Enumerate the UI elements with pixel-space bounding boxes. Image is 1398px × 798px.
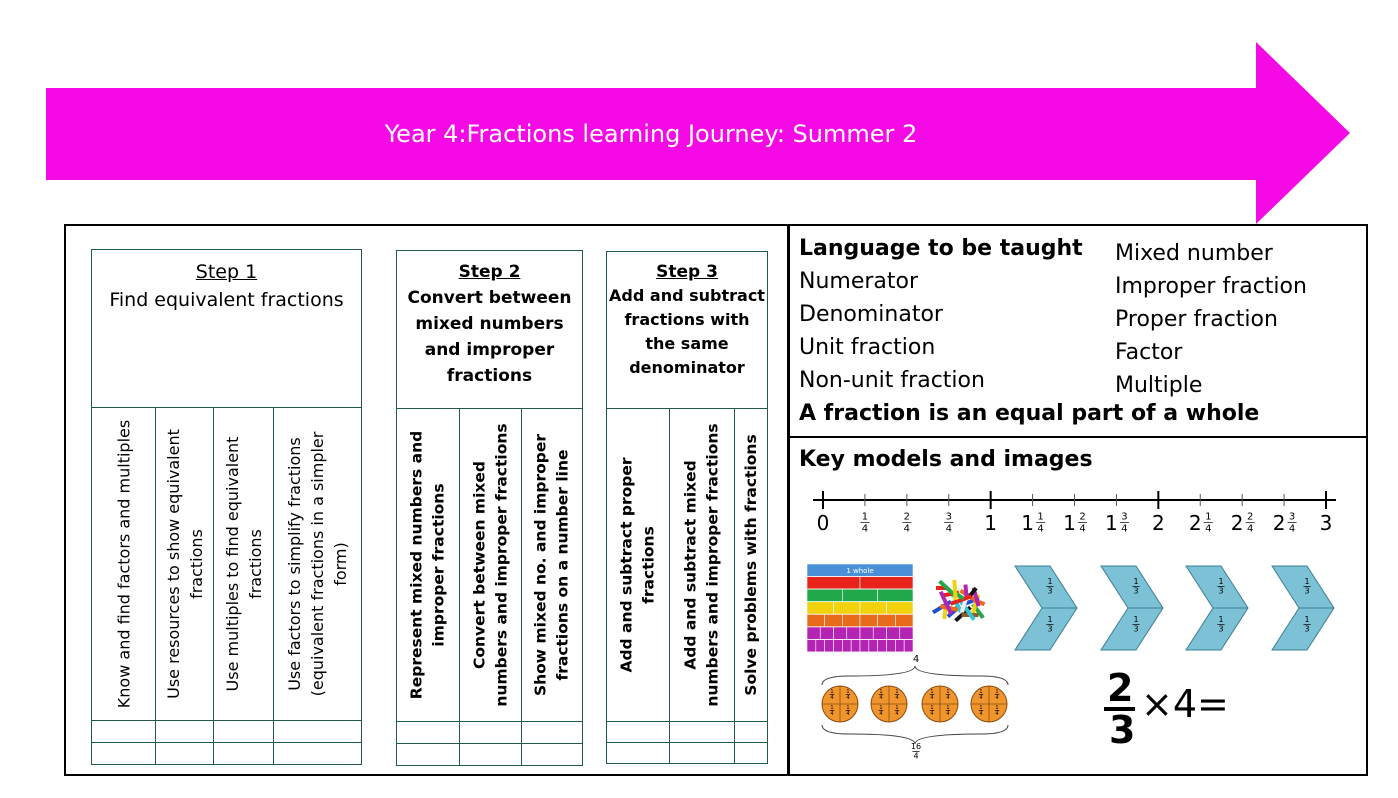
- cuisenaire-rods-image: [932, 580, 985, 622]
- models-heading: Key models and images: [799, 447, 1093, 472]
- fraction-wall-block: [887, 627, 900, 639]
- number-line-label: [860, 512, 869, 535]
- fraction-denominator: 4: [979, 710, 983, 717]
- step2-subtitle: Convert between mixed numbers and improper fractions: [407, 288, 572, 386]
- fraction-numerator: 1: [946, 704, 950, 711]
- step2-item: Convert between mixed numbers and improper fractions: [470, 422, 511, 707]
- language-term: Denominator: [799, 302, 943, 327]
- language-heading: Language to be taught: [799, 236, 1083, 261]
- fraction-numerator: 1: [861, 511, 869, 523]
- circle-quarter-label: [930, 689, 935, 701]
- fraction-wall-block: [878, 614, 896, 626]
- fraction-denominator: 4: [995, 710, 999, 717]
- fraction-denominator: 3: [1133, 586, 1139, 596]
- fraction-definition: A fraction is an equal part of a whole: [799, 401, 1260, 426]
- number-line-label: 1: [1105, 511, 1118, 535]
- fraction-wall-block: [851, 640, 860, 652]
- language-term: Unit fraction: [799, 335, 936, 360]
- circle-quarter-label: [930, 705, 935, 717]
- fraction-shapes: [1015, 566, 1334, 650]
- step1-item: Know and find factors and multiples: [113, 419, 133, 708]
- fraction-numerator: 1: [1218, 615, 1224, 624]
- fraction-denominator: 4: [879, 694, 883, 701]
- fraction-numerator: 1: [979, 688, 983, 695]
- fraction-wall-block: [878, 640, 887, 652]
- circle-quarter-label: [946, 705, 951, 717]
- fraction-numerator: 1: [879, 704, 883, 711]
- language-term: Proper fraction: [1115, 307, 1278, 332]
- thirds-shape-label: [1303, 615, 1310, 634]
- fraction-wall-block: [807, 614, 825, 626]
- step3-item: Solve problems with fractions: [741, 433, 760, 696]
- fraction-wall-block: [825, 614, 843, 626]
- fraction-numerator: 1: [846, 688, 850, 695]
- circle-quarter-label: [979, 705, 984, 717]
- step1-title: Step 1: [195, 261, 258, 283]
- fraction-numerator: 1: [1304, 615, 1310, 624]
- fraction-denominator: 4: [995, 694, 999, 701]
- fraction-denominator: 4: [946, 694, 950, 701]
- fraction-numerator: 1: [979, 704, 983, 711]
- fraction-denominator: 4: [945, 523, 952, 535]
- fraction-numerator: 2: [1079, 511, 1086, 523]
- thirds-shape: [1101, 566, 1163, 650]
- fraction-wall-block: [834, 640, 843, 652]
- thirds-shape-label: [1217, 615, 1224, 634]
- language-term: Non-unit fraction: [799, 368, 985, 393]
- circle-quarter-label: [830, 705, 835, 717]
- number-line-label: [1288, 512, 1297, 535]
- fraction-numerator: 1: [1304, 577, 1310, 586]
- circle-quarter-label: [830, 689, 835, 701]
- thirds-shape-label: [1132, 615, 1139, 634]
- thirds-shape-label: [1046, 615, 1053, 634]
- fraction-denominator: 4: [979, 694, 983, 701]
- circle-quarter-label: [895, 689, 900, 701]
- quartered-circle: [871, 686, 907, 722]
- step1-item: Use factors to simplify fractions (equivalent fractions in a simpler form): [284, 431, 351, 696]
- thirds-shape: [1272, 566, 1334, 650]
- step3-item: Add and subtract mixed numbers and improper fractions: [681, 422, 722, 707]
- handwritten-rest: ×4=: [1141, 682, 1229, 726]
- number-line: [813, 491, 1336, 535]
- fraction-numerator: 3: [945, 511, 952, 523]
- fraction-wall-block: [860, 614, 878, 626]
- fraction-numerator: 1: [930, 688, 934, 695]
- fraction-denominator: 3: [1304, 586, 1310, 596]
- fraction-wall-block: [807, 602, 834, 614]
- fraction-denominator: 4: [1205, 523, 1212, 535]
- fraction-wall-block: [904, 640, 913, 652]
- fraction-denominator: 4: [1246, 523, 1254, 535]
- fraction-denominator: 4: [895, 710, 899, 717]
- fraction-denominator: 3: [1304, 624, 1310, 634]
- fraction-wall-block: [842, 640, 851, 652]
- fraction-wall-block: [820, 627, 833, 639]
- fraction-wall-block: [860, 577, 913, 589]
- fraction-wall-block: [807, 577, 860, 589]
- thirds-shape-label: [1217, 577, 1224, 596]
- step1-item: Use resources to show equivalent fractions: [163, 428, 206, 699]
- fraction-numerator: 1: [930, 704, 934, 711]
- step3-card: [606, 251, 768, 764]
- fraction-wall-block: [842, 614, 860, 626]
- step2-item: Represent mixed numbers and improper fractions: [407, 430, 448, 699]
- fraction-wall-block: [834, 602, 861, 614]
- fraction-numerator: 1: [1133, 577, 1139, 586]
- fraction-wall-block: [887, 640, 896, 652]
- circle-quarter-label: [995, 705, 1000, 717]
- thirds-shape-label: [1303, 577, 1310, 596]
- handwritten-numerator: 2: [1107, 666, 1134, 710]
- number-line-label: 0: [816, 511, 830, 535]
- fraction-wall-block: [860, 627, 873, 639]
- circle-quarter-label: [979, 689, 984, 701]
- fraction-wall-block: [807, 640, 816, 652]
- fraction-wall-block: [878, 589, 913, 601]
- fraction-numerator: 1: [1205, 511, 1212, 523]
- fraction-denominator: 4: [846, 710, 850, 717]
- number-line-label: [1078, 512, 1087, 535]
- fraction-wall-block: [807, 627, 820, 639]
- number-line-label: [944, 512, 953, 535]
- fraction-numerator: 1: [830, 688, 834, 695]
- number-line-label: 2: [1151, 511, 1165, 535]
- number-line-label: [902, 512, 911, 535]
- top-brace: [822, 666, 1008, 685]
- fraction-denominator: 4: [830, 710, 834, 717]
- fraction-numerator: 1: [1047, 615, 1053, 624]
- language-term: Multiple: [1115, 373, 1203, 398]
- step3-title: Step 3: [656, 262, 718, 282]
- fraction-wall-block: [873, 627, 886, 639]
- fraction-numerator: 1: [1037, 511, 1044, 523]
- number-line-label: [1120, 512, 1129, 535]
- banner-title: Year 4:Fractions learning Journey: Summer 2: [384, 120, 918, 148]
- fraction-denominator: 3: [1218, 624, 1224, 634]
- circles-bottom-label: [911, 742, 921, 761]
- fraction-denominator: 4: [895, 694, 899, 701]
- number-line-label: 2: [1188, 511, 1202, 535]
- step2-title: Step 2: [458, 262, 521, 282]
- fraction-denominator: 4: [1121, 523, 1128, 535]
- fraction-numerator: 1: [946, 688, 950, 695]
- fraction-denominator: 3: [1047, 624, 1053, 634]
- models-illustrations: [789, 438, 1365, 774]
- fraction-denominator: 4: [930, 694, 934, 701]
- fraction-wall: [807, 564, 913, 652]
- fraction-numerator: 1: [995, 704, 999, 711]
- fraction-denominator: 4: [1037, 523, 1044, 535]
- fraction-denominator: 4: [1288, 523, 1296, 535]
- circle-quarter-label: [846, 689, 851, 701]
- quartered-circle: [971, 686, 1007, 722]
- number-line-label: 1: [1021, 511, 1034, 535]
- fraction-numerator: 1: [846, 704, 850, 711]
- fraction-denominator: 4: [846, 694, 850, 701]
- step3-header: [609, 260, 765, 380]
- quartered-circle: [822, 686, 858, 722]
- fraction-numerator: 1: [879, 688, 883, 695]
- fraction-denominator: 4: [913, 751, 919, 761]
- fraction-numerator: 1: [995, 688, 999, 695]
- number-line-label: 3: [1319, 511, 1333, 535]
- circle-quarter-label: [946, 689, 951, 701]
- language-term: Mixed number: [1115, 241, 1273, 266]
- fraction-denominator: 3: [1047, 586, 1053, 596]
- step1-subtitle: Find equivalent fractions: [109, 289, 344, 311]
- fraction-wall-block: [825, 640, 834, 652]
- step2-card: [396, 250, 583, 766]
- fraction-numerator: 1: [1218, 577, 1224, 586]
- quartered-circle: [922, 686, 958, 722]
- fraction-denominator: 4: [1079, 523, 1086, 535]
- number-line-label: 1: [1063, 511, 1076, 535]
- number-line-label: 2: [1230, 511, 1244, 535]
- fraction-denominator: 4: [861, 523, 869, 535]
- thirds-shape-label: [1046, 577, 1053, 596]
- fraction-wall-block: [900, 627, 913, 639]
- fraction-wall-block: [895, 640, 904, 652]
- number-line-label: 2: [1272, 511, 1286, 535]
- circle-quarter-label: [895, 705, 900, 717]
- fraction-circles: [822, 654, 1008, 761]
- fraction-denominator: 3: [1133, 624, 1139, 634]
- fraction-wall-block: [869, 640, 878, 652]
- fraction-numerator: 3: [1121, 511, 1128, 523]
- fraction-wall-block: [807, 589, 842, 601]
- number-line-label: 1: [984, 511, 998, 535]
- fraction-numerator: 1: [1133, 615, 1139, 624]
- fraction-wall-block: [816, 640, 825, 652]
- fraction-numerator: 2: [1246, 511, 1254, 523]
- circle-quarter-label: [879, 705, 884, 717]
- language-term: Numerator: [799, 269, 919, 294]
- fraction-wall-block: [887, 602, 914, 614]
- step3-item: Add and subtract proper fractions: [617, 456, 658, 673]
- number-line-label: [1036, 512, 1045, 535]
- fraction-numerator: 1: [830, 704, 834, 711]
- number-line-label: [1246, 512, 1255, 535]
- step3-subtitle: Add and subtract fractions with the same denominator: [609, 286, 765, 377]
- fraction-numerator: 1: [895, 704, 899, 711]
- number-line-label: [1204, 512, 1213, 535]
- thirds-shape-label: [1132, 577, 1139, 596]
- fraction-denominator: 4: [879, 710, 883, 717]
- circle-quarter-label: [879, 689, 884, 701]
- circle-quarter-label: [995, 689, 1000, 701]
- fraction-wall-block: [834, 627, 847, 639]
- thirds-shape: [1015, 566, 1077, 650]
- language-term: Improper fraction: [1115, 274, 1307, 299]
- step1-card: [91, 249, 362, 765]
- fraction-numerator: 16: [910, 742, 922, 751]
- fraction-denominator: 4: [930, 710, 934, 717]
- step2-header: [401, 259, 578, 389]
- circle-quarter-label: [846, 705, 851, 717]
- fraction-wall-label: 1 whole: [846, 567, 874, 575]
- fraction-wall-block: [847, 627, 860, 639]
- fraction-denominator: 4: [946, 710, 950, 717]
- fraction-numerator: 2: [903, 511, 911, 523]
- fraction-numerator: 1: [895, 688, 899, 695]
- thirds-shape: [1186, 566, 1248, 650]
- step2-item: Show mixed no. and improper fractions on a number line: [531, 433, 572, 696]
- fraction-wall-block: [842, 589, 877, 601]
- handwritten-denominator: 3: [1109, 708, 1136, 752]
- step1-header: [92, 258, 361, 314]
- language-term: Factor: [1115, 340, 1183, 365]
- fraction-denominator: 4: [830, 694, 834, 701]
- circles-top-label: 4: [912, 654, 920, 665]
- fraction-wall-block: [895, 614, 913, 626]
- fraction-numerator: 1: [1047, 577, 1053, 586]
- fraction-wall-block: [860, 602, 887, 614]
- handwritten-equation: [1104, 666, 1229, 752]
- step1-item: Use multiples to find equivalent fractions: [222, 436, 265, 691]
- fraction-numerator: 3: [1288, 511, 1296, 523]
- fraction-wall-block: [860, 640, 869, 652]
- fraction-denominator: 4: [903, 523, 911, 535]
- fraction-denominator: 3: [1218, 586, 1224, 596]
